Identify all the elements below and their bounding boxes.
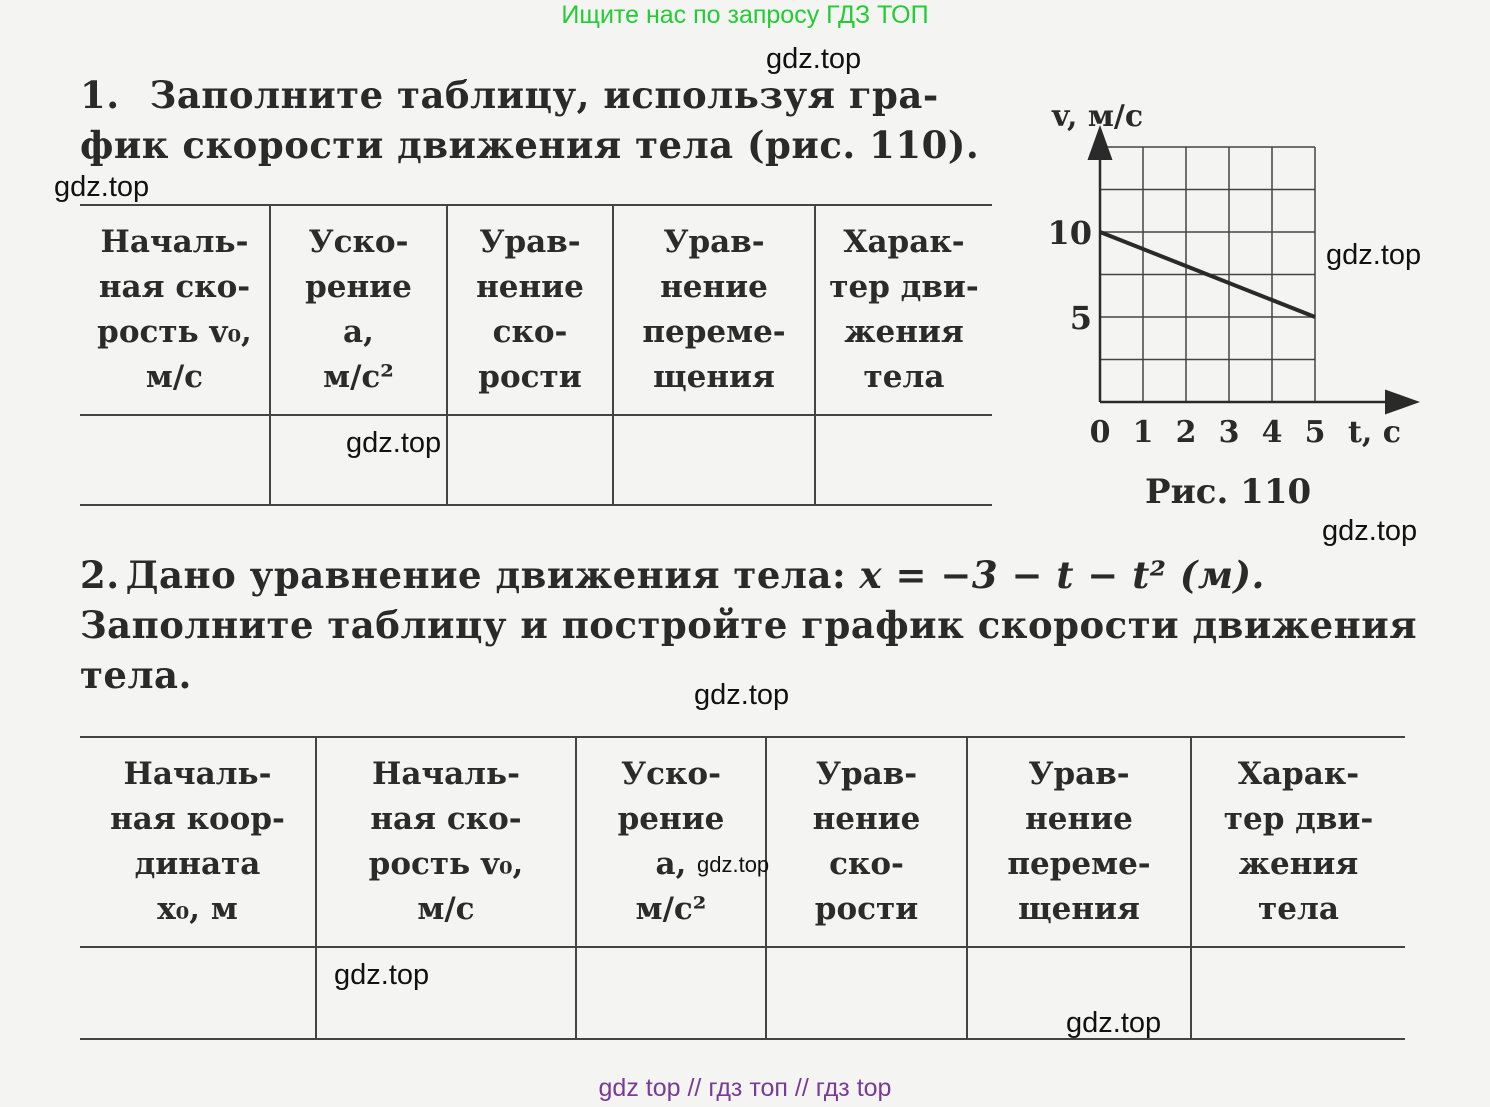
task1-header-acceleration	[270, 205, 447, 415]
task1-cell-displacement-equation[interactable]	[613, 415, 815, 505]
header-line: рости	[814, 891, 919, 927]
task1-table	[80, 204, 992, 506]
header-line: ная ско-	[98, 269, 251, 305]
watermark: gdz.top	[334, 959, 430, 991]
x-tick-label: 5	[1304, 415, 1326, 450]
task2-line1	[80, 550, 1410, 600]
header-line: Началь-	[372, 756, 520, 792]
x-tick-label: 2	[1175, 415, 1197, 450]
header-line: нение	[812, 801, 921, 837]
header-line: a,	[655, 846, 687, 882]
task2-header-row	[80, 737, 1405, 947]
task1-line2: фик скорости движения тела (рис. 110).	[80, 123, 980, 167]
task1-header-motion-character	[815, 205, 992, 415]
y-tick-label: 5	[1069, 299, 1092, 337]
task2-cell-acceleration[interactable]	[576, 947, 766, 1039]
header-line: ско-	[829, 846, 904, 882]
x-tick-labels	[1090, 415, 1326, 450]
header-line: рость v₀,	[97, 314, 252, 350]
header-line: Урав-	[815, 756, 918, 792]
header-line: щения	[653, 359, 775, 395]
task1-cell-initial-velocity[interactable]	[80, 415, 270, 505]
header-line: Началь-	[123, 756, 272, 792]
task2-cell-velocity-equation[interactable]	[766, 947, 967, 1039]
y-tick-labels	[1047, 214, 1092, 337]
header-line: м/с²	[635, 891, 707, 927]
task2-cell-motion-character[interactable]	[1191, 947, 1405, 1039]
task1-header-displacement-equation	[613, 205, 815, 415]
task1-cell-motion-character[interactable]	[815, 415, 992, 505]
task1-header-row	[80, 205, 992, 415]
task2-header-displacement-equation	[967, 737, 1191, 947]
search-banner: Ищите нас по запросу ГДЗ ТОП	[561, 1, 929, 29]
header-line: Урав-	[663, 224, 765, 260]
header-line: тела	[1258, 891, 1339, 927]
watermark: gdz.top	[1066, 1007, 1162, 1039]
header-line: щения	[1018, 891, 1140, 927]
header-line: рости	[478, 359, 582, 395]
header-line: ная ско-	[370, 801, 522, 837]
header-line: м/с	[145, 359, 204, 395]
task1-number: 1.	[80, 73, 120, 117]
header-line: рение	[617, 801, 725, 837]
header-line: Харак-	[1237, 756, 1360, 792]
task1-cell-velocity-equation[interactable]	[447, 415, 613, 505]
header-line: переме-	[642, 314, 786, 350]
watermark: gdz.top	[697, 852, 770, 877]
header-line: Урав-	[479, 224, 581, 260]
header-line: жения	[1238, 846, 1359, 882]
task2-answer-row	[80, 947, 1405, 1039]
task2-line3: тела.	[80, 653, 192, 697]
task2-line2: Заполните таблицу и постройте график скорости движения	[80, 603, 1418, 647]
task1-header-velocity-equation	[447, 205, 613, 415]
task2-header-velocity-equation	[766, 737, 967, 947]
figure-caption: Рис. 110	[1145, 472, 1312, 512]
header-line: тер дви-	[829, 269, 979, 305]
header-line: переме-	[1007, 846, 1151, 882]
watermark: gdz.top	[694, 679, 790, 711]
header-line: тела	[863, 359, 945, 395]
task2-cell-initial-coordinate[interactable]	[80, 947, 316, 1039]
task1-line1-text: Заполните таблицу, используя гра-	[149, 73, 939, 117]
task2-header-initial-velocity	[316, 737, 576, 947]
watermark: gdz.top	[766, 43, 862, 75]
x-tick-label: 1	[1132, 415, 1154, 450]
header-line: a,	[343, 314, 374, 350]
footer-links: gdz top // гдз топ // гдз top	[598, 1074, 892, 1102]
header-line: Уско-	[308, 224, 409, 260]
task1-header-initial-velocity	[80, 205, 270, 415]
x-tick-label: 0	[1089, 415, 1111, 450]
watermark: gdz.top	[1326, 239, 1422, 271]
task1-text	[80, 70, 1000, 170]
task2-number: 2.	[80, 553, 120, 597]
header-line: Уско-	[621, 756, 721, 792]
task1-answer-row	[80, 415, 992, 505]
header-line: Урав-	[1028, 756, 1130, 792]
y-tick-label: 10	[1047, 214, 1092, 252]
header-line: x₀, м	[157, 891, 238, 927]
header-line: м/с²	[323, 359, 394, 395]
task1-line1	[80, 70, 1000, 120]
header-line: тер дви-	[1223, 801, 1374, 837]
header-line: ско-	[492, 314, 568, 350]
x-tick-label: 4	[1261, 415, 1283, 450]
header-line: нение	[1025, 801, 1133, 837]
header-line: м/с	[417, 891, 475, 927]
task2-header-motion-character	[1191, 737, 1405, 947]
header-line: рение	[305, 269, 412, 305]
header-line: рость v₀,	[368, 846, 524, 882]
header-line: жения	[844, 314, 964, 350]
y-axis-label: v, м/с	[1052, 99, 1144, 134]
watermark: gdz.top	[346, 427, 442, 459]
header-line: дината	[134, 846, 261, 882]
task2-equation: x = −3 − t − t² (м).	[859, 553, 1265, 597]
watermark: gdz.top	[1322, 515, 1418, 547]
task2-line1-text: Дано уравнение движения тела:	[125, 553, 860, 597]
task2-table	[80, 736, 1405, 1040]
header-line: Харак-	[843, 224, 965, 260]
header-line: нение	[476, 269, 584, 305]
task2-header-initial-coordinate	[80, 737, 316, 947]
header-line: нение	[660, 269, 768, 305]
header-line: ная коор-	[110, 801, 285, 837]
velocity-chart	[1030, 90, 1420, 470]
x-tick-label: 3	[1218, 415, 1240, 450]
task2-header-acceleration	[576, 737, 766, 947]
watermark: gdz.top	[54, 171, 150, 203]
header-line: Началь-	[100, 224, 249, 260]
x-axis-label: t, с	[1348, 415, 1402, 450]
